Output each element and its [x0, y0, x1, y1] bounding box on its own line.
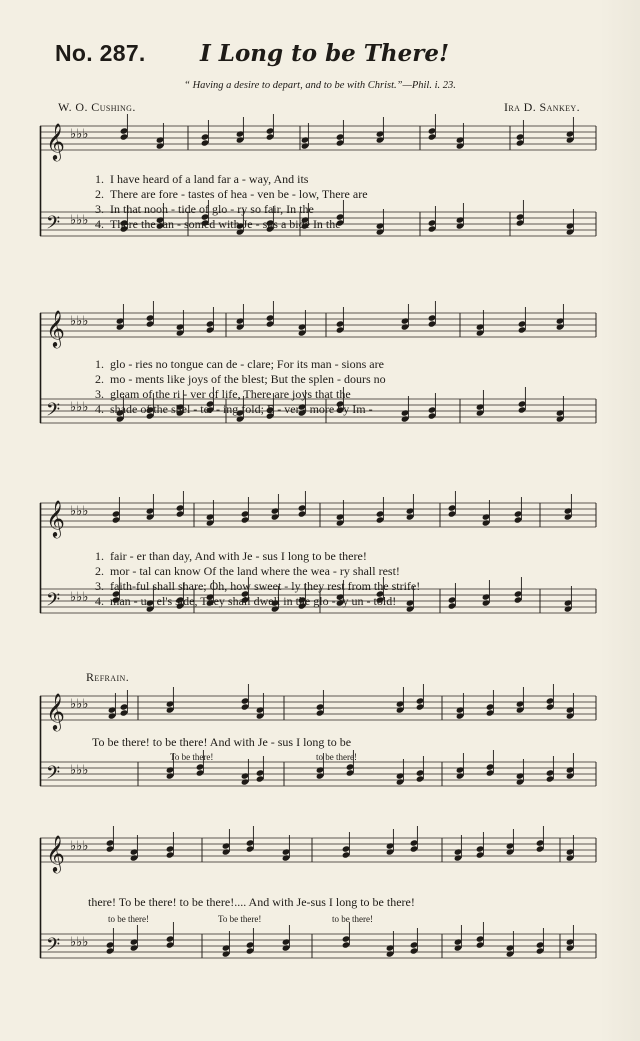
music-system-2: 𝄞 ♭♭♭ 𝄢 ♭♭♭ 1. glo - ries no tongue can de - clare; For its man - sions are 2. mo - ments like joys of the blest; But the splen - dours no 3. gleam of the ri - ver of life, There are joys that the 4. shade of the shel - ter - ing fold; E - ver - more by Im -	[40, 305, 596, 475]
treble-staff	[40, 503, 596, 527]
composer-credit: Ira D. Sankey.	[503, 100, 580, 114]
treble-clef-icon: 𝄞	[46, 122, 65, 160]
key-signature-flat-icon: ♭♭♭	[70, 399, 89, 414]
key-signature-flat-icon: ♭♭♭	[70, 589, 89, 604]
bass-clef-icon: 𝄢	[46, 400, 61, 425]
bleed-through-edge	[600, 0, 640, 1041]
echo-lyric: to be there!	[316, 752, 357, 762]
treble-clef-icon: 𝄞	[46, 834, 65, 872]
bass-clef-icon: 𝄢	[46, 590, 61, 615]
treble-clef-icon: 𝄞	[46, 692, 65, 730]
refrain-lyric-1: To be there! to be there! And with Je - sus I long to be	[92, 735, 352, 749]
echo-lyric: to be there!	[332, 914, 373, 924]
echo-lyric: To be there!	[218, 914, 262, 924]
key-signature-flat-icon: ♭♭♭	[70, 762, 89, 777]
bass-clef-icon: 𝄢	[46, 935, 61, 960]
echo-lyric: To be there!	[170, 752, 214, 762]
epigraph: “ Having a desire to depart, and to be with Christ.”—Phil. i. 23.	[184, 80, 456, 91]
hymn-number: No. 287.	[55, 40, 146, 66]
key-signature-flat-icon: ♭♭♭	[70, 934, 89, 949]
bass-clef-icon: 𝄢	[46, 213, 61, 238]
treble-clef-icon: 𝄞	[46, 309, 65, 347]
bass-staff	[40, 762, 596, 786]
refrain-label: Refrain.	[86, 670, 130, 684]
bass-clef-icon: 𝄢	[46, 763, 61, 788]
author-credit: W. O. Cushing.	[58, 100, 136, 114]
music-system-4	[40, 688, 596, 818]
key-signature-flat-icon: ♭♭♭	[70, 696, 89, 711]
key-signature-flat-icon: ♭♭♭	[70, 212, 89, 227]
hymn-title: I Long to be There!	[200, 40, 450, 67]
music-system-1: 𝄞 ♭♭♭ 𝄢 ♭♭♭ 1. I have heard of a land far a - way, And its 2. There are fore - tastes of hea - ven be - low, There are 3. In that noon - tide of glo - ry so fair, In the 4. There the ran - somed with Je - sus a bide In the	[40, 118, 596, 288]
music-system-3: 𝄞 ♭♭♭ 𝄢 ♭♭♭ 1. fair - er than day, And with Je - sus I long to be there! 2. mor - tal can know Of the land where the wea - ry shall rest! 3. faith-ful shall share; Oh, how sweet - ly they rest from the strife! 4. man - u - el's side, They shall dwell in the glo - ry un - told!	[40, 495, 596, 665]
refrain-lyric-2: there! To be there! to be there!.... And with Je-sus I long to be there!	[88, 895, 415, 909]
key-signature-flat-icon: ♭♭♭	[70, 313, 89, 328]
key-signature-flat-icon: ♭♭♭	[70, 503, 89, 518]
staff-notation-5	[40, 830, 596, 990]
music-system-5	[40, 830, 596, 990]
key-signature-flat-icon: ♭♭♭	[70, 838, 89, 853]
treble-clef-icon: 𝄞	[46, 499, 65, 537]
key-signature-flat-icon: ♭♭♭	[70, 126, 89, 141]
echo-lyric: to be there!	[108, 914, 149, 924]
